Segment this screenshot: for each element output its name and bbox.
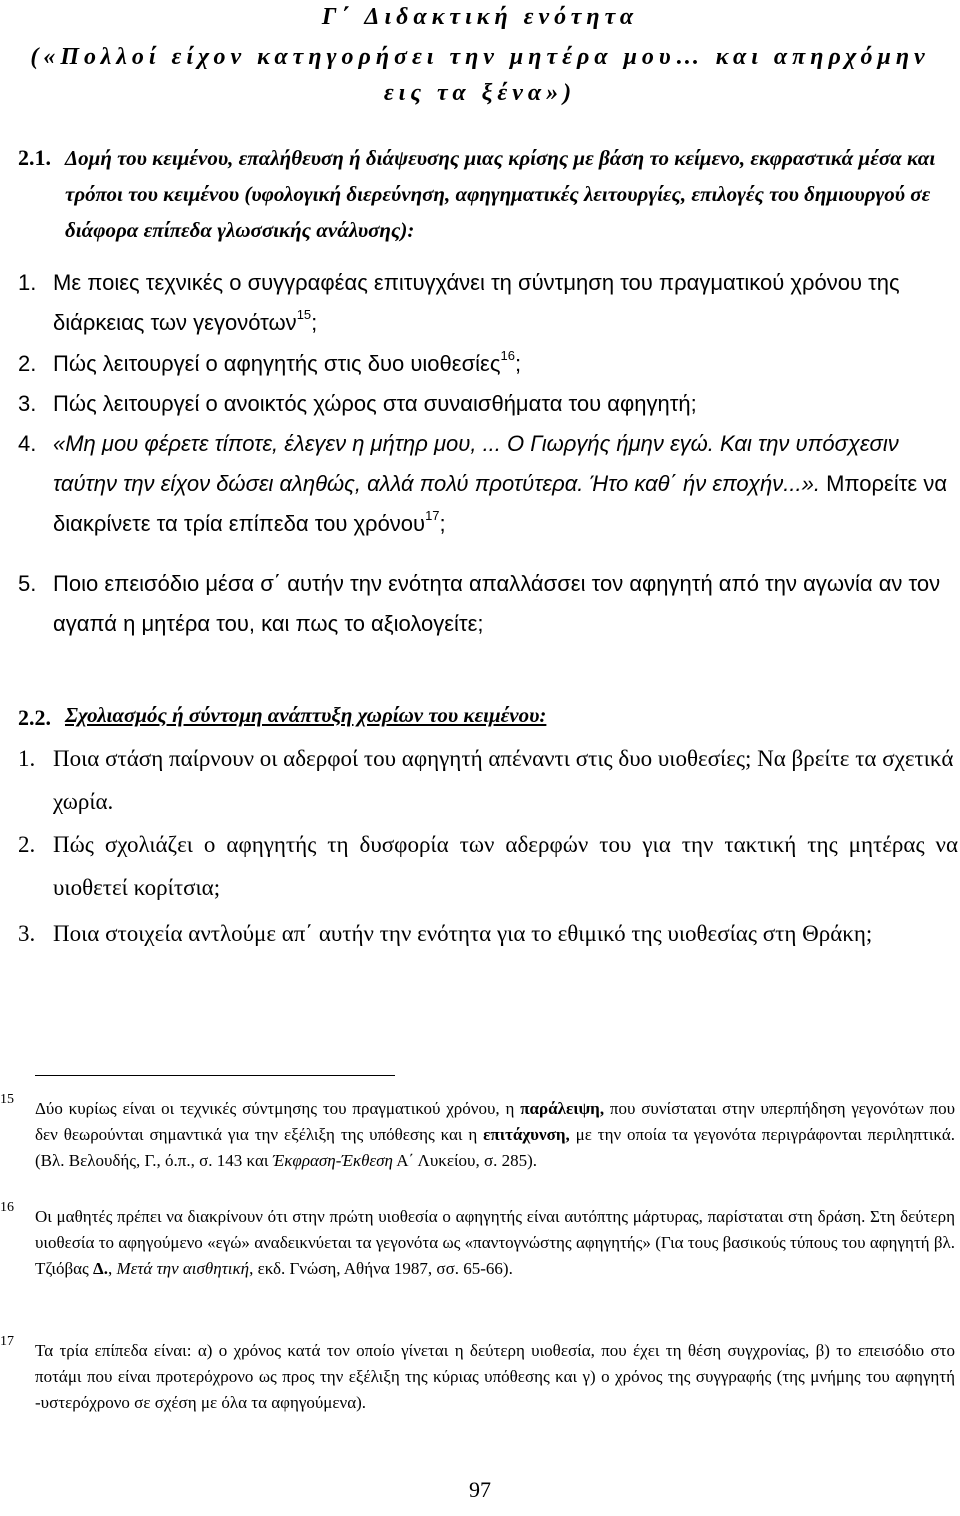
page-subtitle-line-2: εις τα ξένα») [383, 80, 577, 106]
question-text: «Μη μου φέρετε τίποτε, έλεγεν η μήτηρ μου, ... Ο Γιωργής ήμην εγώ. Και την υπόσχεσιν ταύτην την είχον δώσει αληθώς, αλλά πολύ προτύτερα. Ήτο καθ΄ ήν εποχήν...». Μπορείτε να διακρίνετε τα τρία επίπεδα του χρόνου$^{17}$; [53, 431, 948, 536]
question-text: Ποια στάση παίρνουν οι αδερφοί του αφηγητή απέναντι στις δυο υιοθεσίες; Να βρείτε τα σχετικά χωρία. [53, 746, 954, 814]
question-number: 3. [18, 921, 36, 946]
footnote-number: 15 [0, 1092, 14, 1107]
question-number: 1. [18, 270, 37, 295]
page-title: Γ΄ Διδακτική ενότητα [321, 4, 639, 30]
section-2-question-3 [18, 912, 958, 955]
footnote-text: Τα τρία επίπεδα είναι: α) ο χρόνος κατά τον οποίο γίνεται η δεύτερη υιοθεσία, που έχει τη θέση συγχρονίας, β) το επεισόδιο στο ποτάμι που είναι προτερόχρονο ως προς την εξέλιξη της κύριας υπόθεσης και γ) ο χρόνος της συγγραφής (της μνήμης του αφηγητή -υστερόχρονο σε σχέση με όλα τα αφηγούμενα). [35, 1341, 955, 1412]
section-1-question-1 [18, 263, 958, 343]
question-number: 2. [18, 351, 37, 376]
page-subtitle-line-1: («Πολλοί είχον κατηγορήσει την μητέρα μου… και απηρχόμην [30, 44, 930, 70]
question-text: Ποιο επεισόδιο μέσα σ΄ αυτήν την ενότητα απαλλάσσει τον αφηγητή από την αγωνία αν τον αγαπά η μητέρα του, και πως το αξιολογείτε; [53, 571, 941, 636]
quoted-passage: «Μη μου φέρετε τίποτε, έλεγεν η μήτηρ μου, ... Ο Γιωργής ήμην εγώ. Και την υπόσχεσιν ταύτην την είχον δώσει αληθώς, αλλά πολύ προτύτερα. Ήτο καθ΄ ήν εποχήν...». [53, 431, 899, 496]
footnote-separator [35, 1075, 395, 1076]
question-text: Ποια στοιχεία αντλούμε απ΄ αυτήν την ενότητα για το εθιμικό της υιοθεσίας στη Θράκη; [53, 921, 873, 946]
footnote-15 [0, 1092, 955, 1174]
footnote-ref[interactable]: 16 [500, 347, 515, 363]
footnote-text: Οι μαθητές πρέπει να διακρίνουν ότι στην πρώτη υιοθεσία ο αφηγητής είναι αυτόπτης μάρτυρας, παρίσταται στη δράση. Στη δεύτερη υιοθεσία το αφηγούμενο «εγώ» αναδεικνύεται τα γεγονότα ως «παντογνώστης αφηγητής» (Για τους βασικούς τύπους του αφηγητή βλ. Τζιόβας Δ., Μετά την αισθητική, εκδ. Γνώση, Αθήνα 1987, σσ. 65-66). [35, 1207, 955, 1278]
question-text: Πώς λειτουργεί ο αφηγητής στις δυο υιοθεσίες$^{16}$; [53, 347, 522, 376]
section-1-number: 2.1. [18, 145, 51, 170]
question-number: 1. [18, 746, 36, 771]
section-1-question-5 [18, 564, 958, 644]
question-text: Πώς σχολιάζει ο αφηγητής τη δυσφορία των αδερφών του για την τακτική της μητέρας να υιοθετεί κορίτσια; [53, 832, 958, 900]
section-1-question-3 [18, 384, 958, 424]
question-text: Με ποιες τεχνικές ο συγγραφέας επιτυγχάνει τη σύντμηση του πραγματικού χρόνου της διάρκειας των γεγονότων$^{15}$; [53, 270, 900, 335]
footnote-16 [0, 1200, 955, 1282]
section-2-title: Σχολιασμός ή σύντομη ανάπτυξη χωρίων του κειμένου: [65, 703, 547, 727]
section-1-question-2 [18, 344, 958, 384]
footnote-ref[interactable]: 15 [296, 306, 312, 322]
footnote-text: Δύο κυρίως είναι οι τεχνικές σύντμησης του πραγματικού χρόνου, η παράλειψη, που συνίσταται στην υπερπήδηση γεγονότων που δεν θεωρούνται σημαντικά για την εξέλιξη της υπόθεσης και η επιτάχυνση, με την οποία τα γεγονότα περιγράφονται περιληπτικά. (Βλ. Βελουδής, Γ., ό.π., σ. 143 και Έκφραση-Έκθεση Α΄ Λυκείου, σ. 285). [35, 1099, 955, 1170]
footnote-number: 16 [0, 1200, 14, 1215]
page-number: 97 [469, 1477, 491, 1502]
question-text: Πώς λειτουργεί ο ανοικτός χώρος στα συναισθήματα του αφηγητή; [53, 391, 697, 416]
footnote-number: 17 [0, 1334, 14, 1349]
section-1-question-4 [18, 424, 958, 544]
section-2-number: 2.2. [18, 705, 51, 730]
section-2-question-2 [18, 823, 958, 909]
section-1-title: Δομή του κειμένου, επαλήθευση ή διάψευσης μιας κρίσης με βάση το κείμενο, εκφραστικά μέσα και τρόποι του κειμένου (υφολογική διερεύνηση, αφηγηματικές λειτουργίες, επιλογές του δημιουργού σε διάφορα επίπεδα γλωσσικής ανάλυσης): [65, 146, 936, 242]
footnote-ref[interactable]: 17 [425, 507, 440, 523]
question-number: 2. [18, 832, 36, 857]
question-number: 5. [18, 571, 37, 596]
section-2-question-1 [18, 737, 958, 823]
question-number: 3. [18, 391, 37, 416]
footnote-17 [0, 1334, 955, 1416]
question-number: 4. [18, 431, 37, 456]
